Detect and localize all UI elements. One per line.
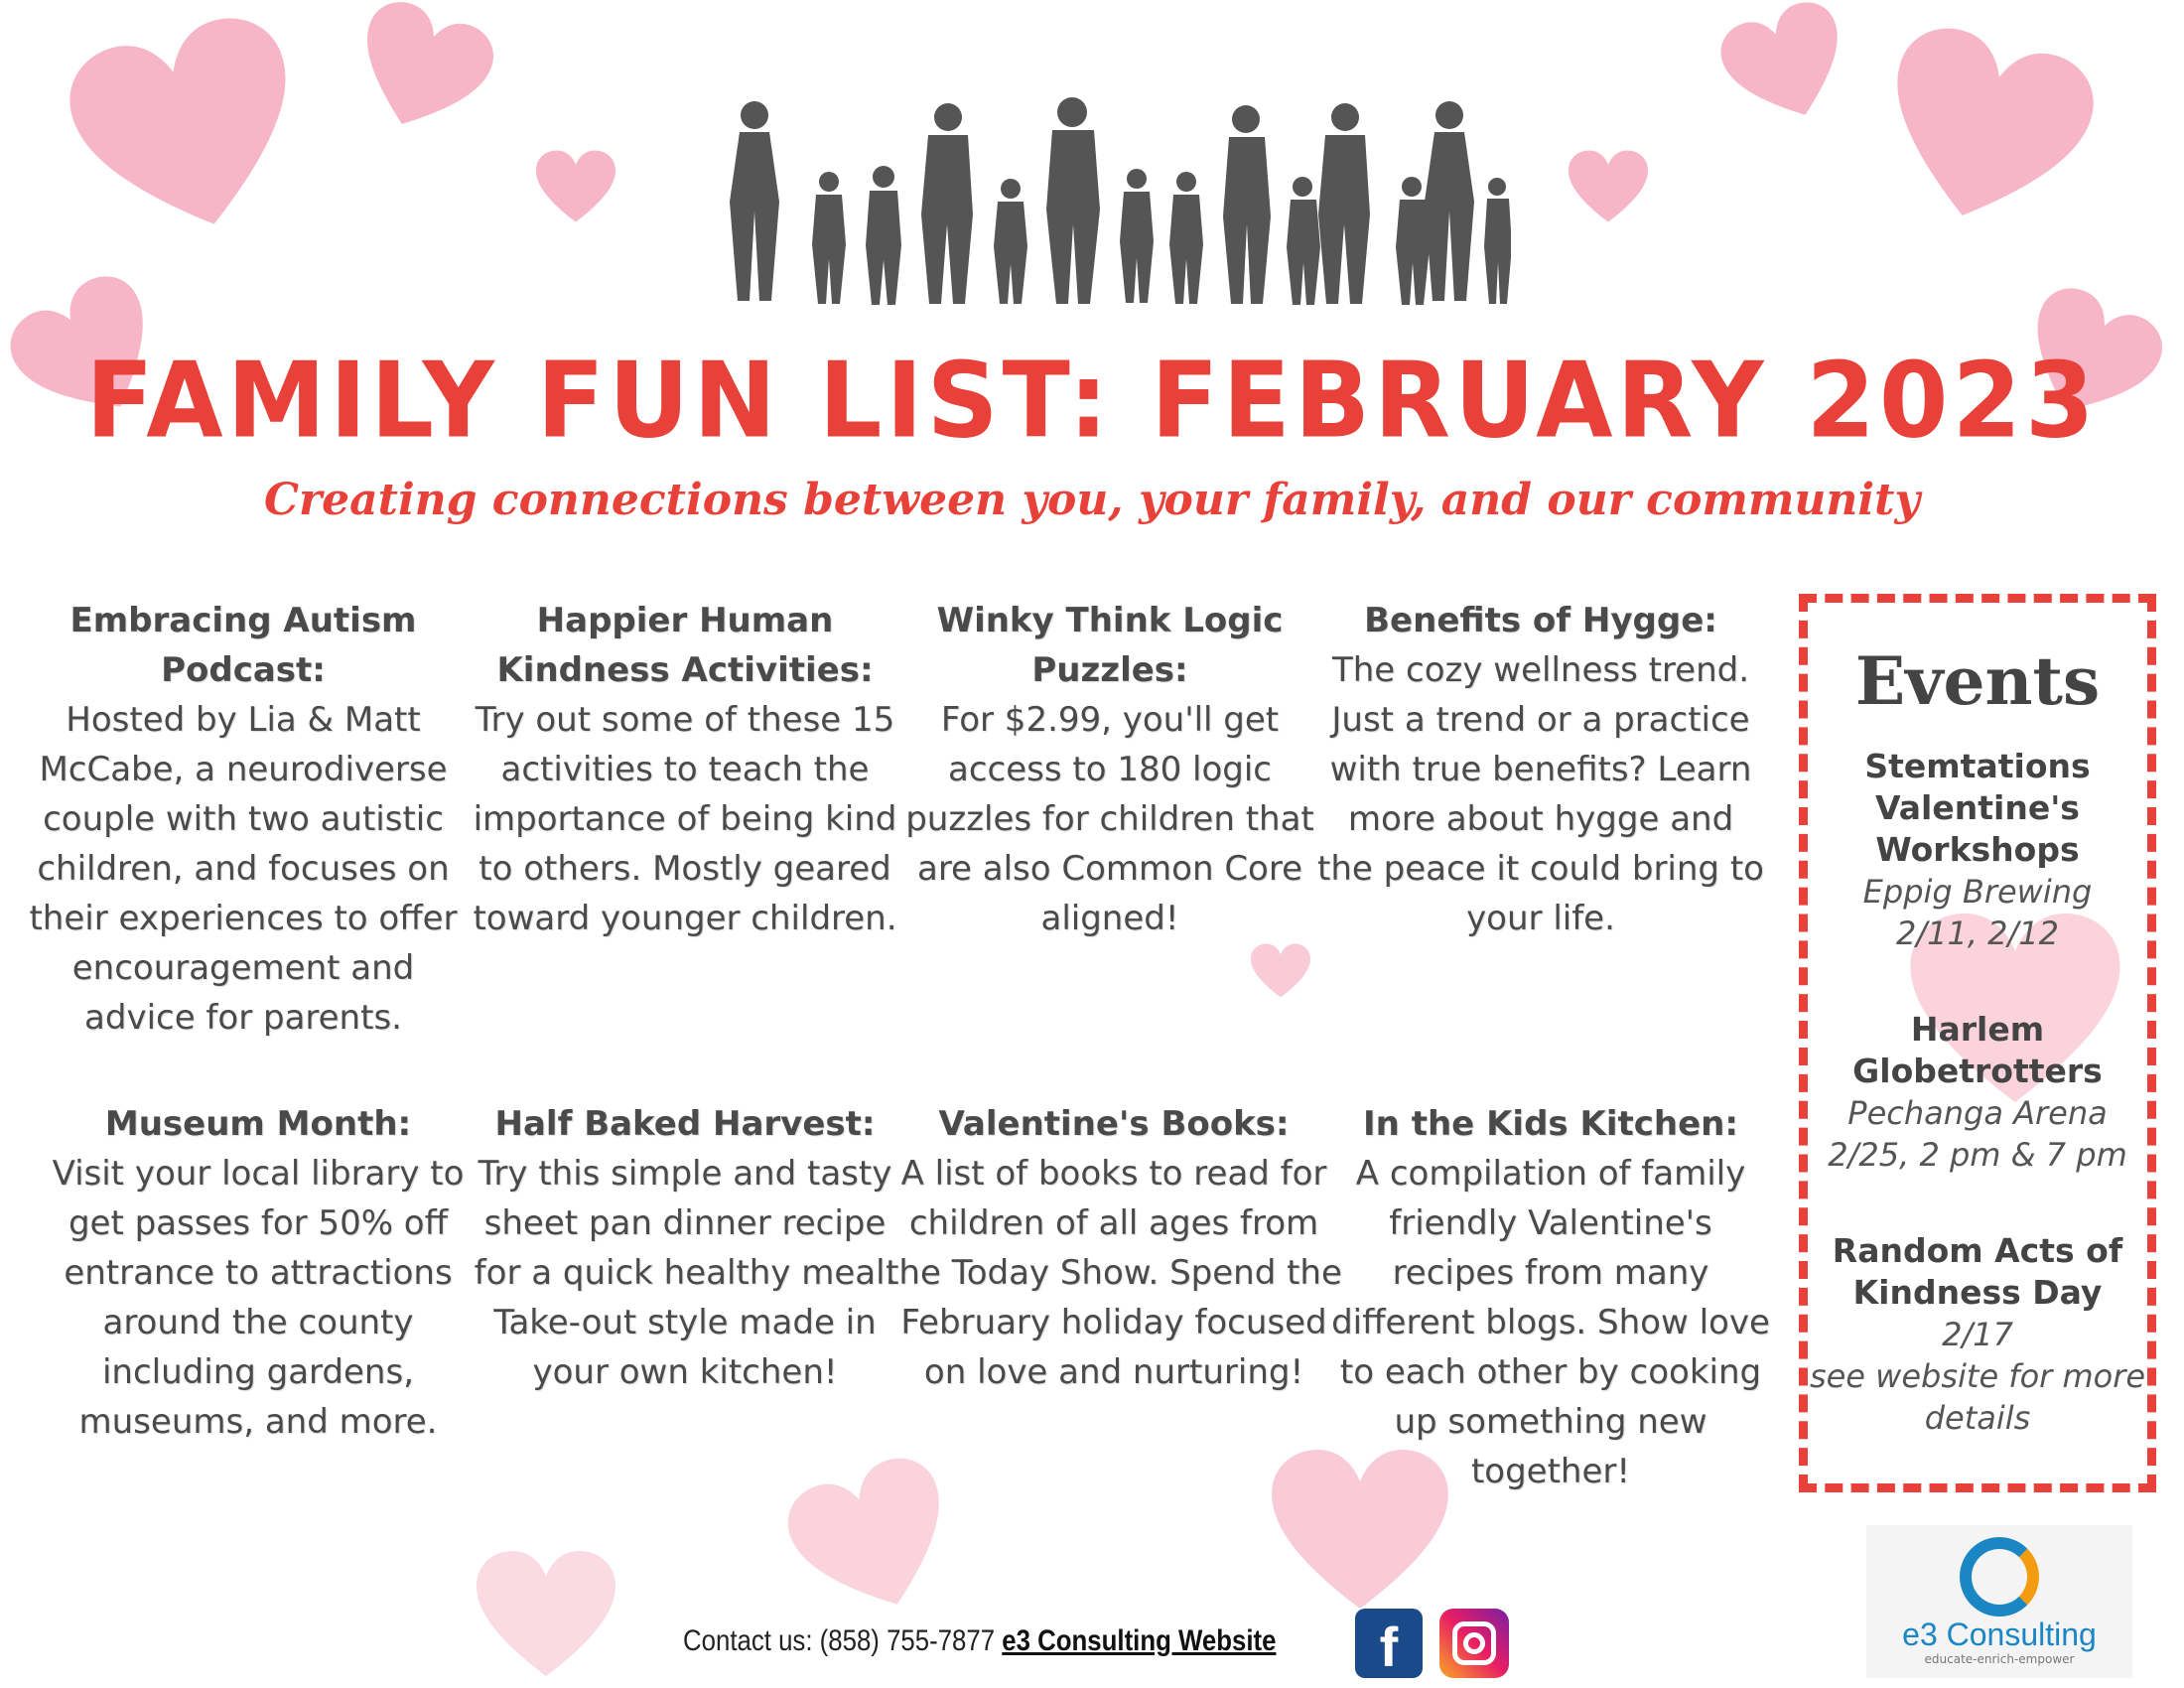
event-name: Stemtations Valentine's Workshops	[1864, 747, 2091, 869]
activity-card	[1317, 596, 1764, 943]
event-item	[1808, 746, 2147, 954]
event-date: 2/11, 2/12	[1895, 914, 2060, 952]
activity-card	[45, 1099, 472, 1447]
heart-icon	[1712, 0, 1861, 136]
contact-text: Contact us: (858) 755-7877	[683, 1624, 996, 1657]
instagram-icon[interactable]	[1439, 1609, 1509, 1678]
event-name: Harlem Globetrotters	[1852, 1010, 2103, 1090]
heart-icon	[1569, 149, 1648, 223]
card-body: The cozy wellness trend. Just a trend or a practice with true benefits? Learn more about hygge and the peace it could bring to your life.	[1317, 650, 1764, 938]
activity-card	[457, 596, 913, 943]
event-item	[1808, 1230, 2147, 1439]
event-name: Random Acts of Kindness Day	[1832, 1231, 2123, 1312]
card-heading[interactable]: Valentine's Books:	[938, 1104, 1290, 1144]
card-heading[interactable]: Happier Human Kindness Activities:	[496, 601, 874, 690]
card-heading[interactable]: Winky Think Logic Puzzles:	[936, 601, 1284, 690]
heart-icon	[775, 1447, 972, 1631]
event-place: Pechanga Arena	[1847, 1094, 2108, 1132]
events-box	[1799, 594, 2156, 1492]
event-note: see website for more details	[1809, 1357, 2146, 1437]
e3-consulting-logo	[1866, 1525, 2132, 1678]
card-heading[interactable]: In the Kids Kitchen:	[1363, 1104, 1738, 1144]
activity-card	[882, 596, 1338, 943]
card-heading[interactable]: Benefits of Hygge:	[1364, 601, 1717, 640]
card-heading[interactable]: Museum Month:	[104, 1104, 412, 1144]
card-body: Try this simple and tasty sheet pan dinner recipe for a quick healthy meal. Take-out style made in your own kitchen!	[474, 1154, 896, 1392]
card-body: A compilation of family friendly Valentine's recipes from many different blogs. Show love to each other by cooking up something new together!	[1331, 1154, 1770, 1491]
heart-icon	[1251, 943, 1310, 998]
event-place: Eppig Brewing	[1862, 873, 2093, 911]
activity-card	[1327, 1099, 1774, 1496]
activity-card	[886, 1099, 1342, 1397]
card-body: Try out some of these 15 activities to teach the importance of being kind to others. Mostly geared toward younger children.	[473, 700, 897, 938]
card-heading[interactable]: Half Baked Harvest:	[494, 1104, 876, 1144]
activity-card	[15, 596, 472, 1043]
website-link[interactable]: e3 Consulting Website	[1002, 1624, 1277, 1657]
card-body: Hosted by Lia & Matt McCabe, a neurodiverse couple with two autistic children, and focuses on their experiences to offer encouragement and advice for parents.	[29, 700, 458, 1038]
page-subtitle: Creating connections between you, your family, and our community	[263, 475, 1921, 525]
card-heading[interactable]: Embracing Autism Podcast:	[69, 601, 417, 690]
heart-icon	[477, 1549, 615, 1678]
heart-icon	[1866, 17, 2105, 241]
heart-icon	[536, 149, 615, 223]
card-body: For $2.99, you'll get access to 180 logic puzzles for children that are also Common Core aligned!	[905, 700, 1314, 938]
family-silhouette-icon	[725, 97, 1511, 308]
logo-tagline: educate-enrich-empower	[1924, 1652, 2075, 1666]
page-title: FAMILY FUN LIST: FEBRUARY 2023	[85, 340, 2099, 462]
heart-icon	[341, 0, 502, 148]
event-date: 2/25, 2 pm & 7 pm	[1828, 1136, 2127, 1174]
events-heading: Events	[1854, 642, 2101, 720]
activity-card	[457, 1099, 913, 1397]
card-body: A list of books to read for children of all ages from the Today Show. Spend the February holiday focused on love and nurturing!	[886, 1154, 1342, 1392]
footer-contact	[683, 1624, 1276, 1658]
heart-icon	[58, 5, 320, 253]
logo-name: e3 Consulting	[1902, 1617, 2097, 1652]
facebook-icon[interactable]: f	[1355, 1609, 1423, 1678]
event-date: 2/17	[1942, 1316, 2013, 1353]
event-item	[1808, 1009, 2147, 1176]
card-body: Visit your local library to get passes for 50% off entrance to attractions around the county including gardens, museums, and more.	[52, 1154, 465, 1442]
e3-logo-icon	[1960, 1537, 2039, 1617]
